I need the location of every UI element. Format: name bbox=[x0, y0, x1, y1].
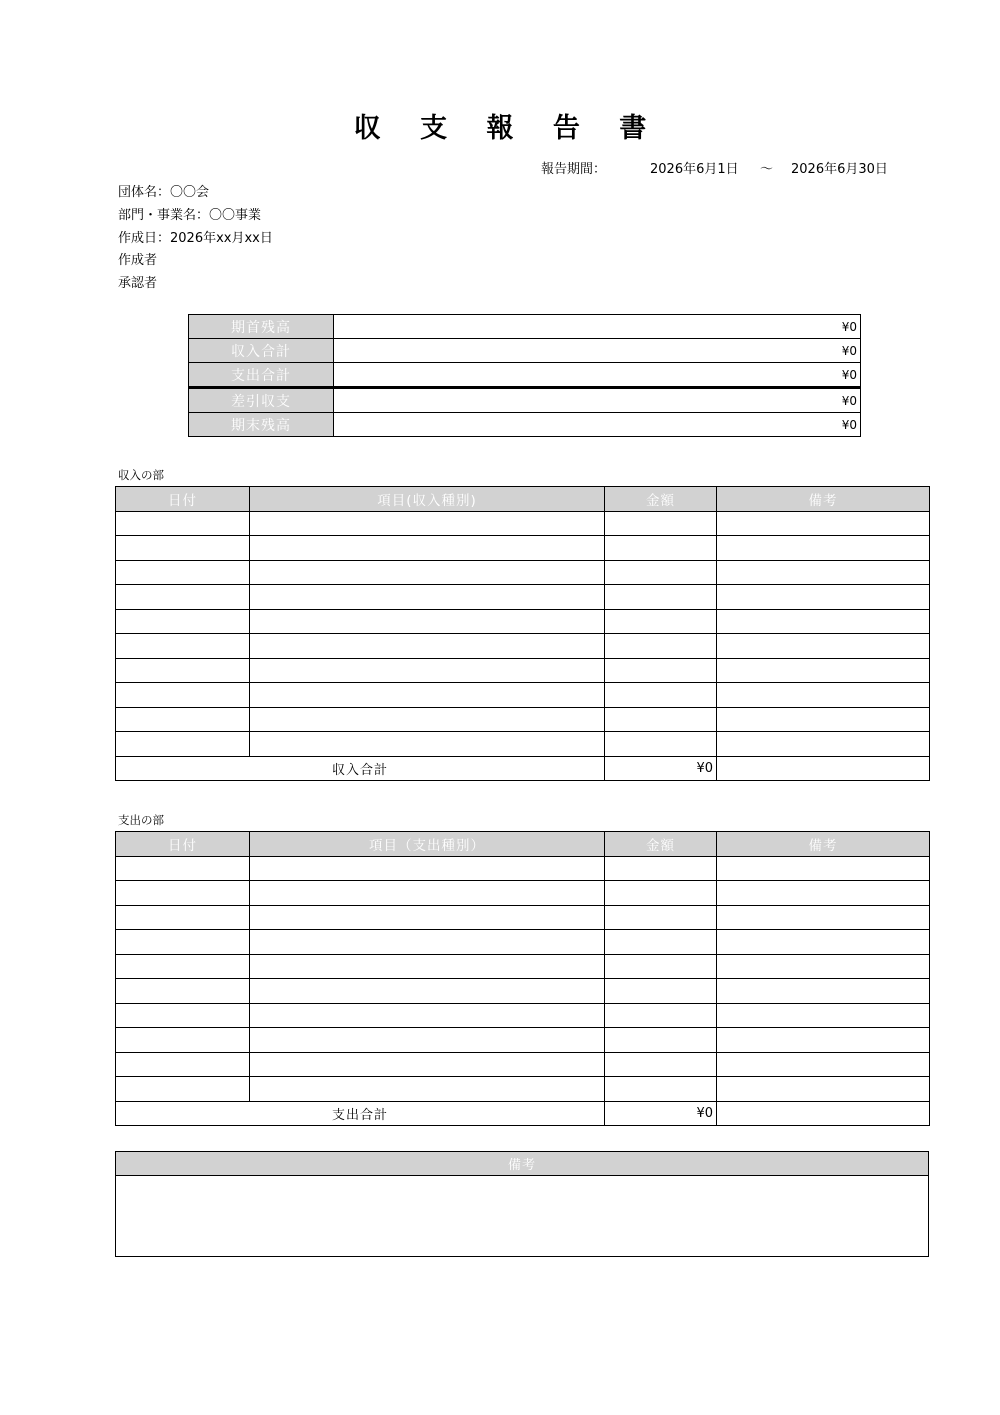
income-cell-amount[interactable] bbox=[605, 658, 717, 683]
expense-cell-amount[interactable] bbox=[605, 979, 717, 1004]
expense-header-notes: 備考 bbox=[717, 832, 930, 857]
expense-cell-item[interactable] bbox=[250, 1003, 605, 1028]
income-cell-notes[interactable] bbox=[717, 683, 930, 708]
income-total-label: 収入合計 bbox=[116, 756, 605, 781]
expense-cell-item[interactable] bbox=[250, 930, 605, 955]
expense-cell-item[interactable] bbox=[250, 905, 605, 930]
expense-cell-notes[interactable] bbox=[717, 1003, 930, 1028]
income-cell-amount[interactable] bbox=[605, 609, 717, 634]
expense-table-row bbox=[116, 979, 930, 1004]
expense-table-row bbox=[116, 1003, 930, 1028]
income-cell-item[interactable] bbox=[250, 560, 605, 585]
created-date: 作成日：2026年xx月xx日 bbox=[118, 231, 273, 246]
income-cell-notes[interactable] bbox=[717, 658, 930, 683]
expense-section-label: 支出の部 bbox=[118, 813, 164, 827]
income-cell-amount[interactable] bbox=[605, 732, 717, 757]
expense-cell-amount[interactable] bbox=[605, 930, 717, 955]
income-table-row bbox=[116, 560, 930, 585]
period-separator: 〜 bbox=[760, 162, 774, 177]
income-cell-amount[interactable] bbox=[605, 511, 717, 536]
expense-cell-amount[interactable] bbox=[605, 1003, 717, 1028]
period-start: 2026年6月1日 bbox=[650, 162, 739, 177]
expense-cell-date[interactable] bbox=[116, 1052, 250, 1077]
summary-value[interactable]: ¥0 bbox=[334, 339, 861, 363]
income-table-row bbox=[116, 707, 930, 732]
expense-table bbox=[115, 831, 930, 1126]
income-cell-notes[interactable] bbox=[717, 560, 930, 585]
income-table-row bbox=[116, 511, 930, 536]
income-cell-date[interactable] bbox=[116, 658, 250, 683]
income-cell-item[interactable] bbox=[250, 732, 605, 757]
department-name: 部門・事業名：〇〇事業 bbox=[118, 208, 262, 223]
notes-header: 備考 bbox=[116, 1152, 929, 1176]
income-cell-date[interactable] bbox=[116, 683, 250, 708]
income-cell-amount[interactable] bbox=[605, 683, 717, 708]
summary-table bbox=[188, 314, 861, 437]
expense-cell-date[interactable] bbox=[116, 881, 250, 906]
expense-cell-date[interactable] bbox=[116, 1003, 250, 1028]
expense-cell-item[interactable] bbox=[250, 1052, 605, 1077]
income-cell-item[interactable] bbox=[250, 609, 605, 634]
income-total-notes[interactable] bbox=[717, 756, 930, 781]
expense-cell-date[interactable] bbox=[116, 954, 250, 979]
page-title: 収 支 報 告 書 bbox=[353, 113, 662, 144]
notes-table bbox=[115, 1151, 929, 1257]
notes-area[interactable] bbox=[116, 1176, 929, 1257]
income-cell-item[interactable] bbox=[250, 511, 605, 536]
expense-cell-item[interactable] bbox=[250, 1077, 605, 1102]
expense-cell-notes[interactable] bbox=[717, 979, 930, 1004]
income-cell-date[interactable] bbox=[116, 732, 250, 757]
expense-total-row bbox=[116, 1101, 930, 1126]
income-cell-item[interactable] bbox=[250, 707, 605, 732]
summary-value[interactable]: ¥0 bbox=[334, 363, 861, 388]
expense-cell-item[interactable] bbox=[250, 1028, 605, 1053]
income-header-amount: 金額 bbox=[605, 487, 717, 512]
expense-cell-notes[interactable] bbox=[717, 954, 930, 979]
summary-label: 収入合計 bbox=[189, 339, 334, 363]
expense-cell-amount[interactable] bbox=[605, 1052, 717, 1077]
income-table-row bbox=[116, 683, 930, 708]
expense-table-row bbox=[116, 1052, 930, 1077]
expense-header-date: 日付 bbox=[116, 832, 250, 857]
expense-cell-date[interactable] bbox=[116, 979, 250, 1004]
summary-value[interactable]: ¥0 bbox=[334, 388, 861, 413]
income-cell-notes[interactable] bbox=[717, 732, 930, 757]
expense-cell-amount[interactable] bbox=[605, 1077, 717, 1102]
income-cell-date[interactable] bbox=[116, 609, 250, 634]
period-end: 2026年6月30日 bbox=[791, 162, 888, 177]
income-header-row bbox=[116, 487, 930, 512]
income-cell-amount[interactable] bbox=[605, 634, 717, 659]
expense-header-item: 項目（支出種別） bbox=[250, 832, 605, 857]
summary-value[interactable]: ¥0 bbox=[334, 413, 861, 437]
expense-cell-amount[interactable] bbox=[605, 856, 717, 881]
expense-header-row bbox=[116, 832, 930, 857]
approver-label: 承認者 bbox=[118, 276, 158, 291]
expense-total-label: 支出合計 bbox=[116, 1101, 605, 1126]
summary-label: 期首残高 bbox=[189, 315, 334, 339]
expense-cell-notes[interactable] bbox=[717, 1052, 930, 1077]
summary-label: 期末残高 bbox=[189, 413, 334, 437]
summary-row bbox=[189, 363, 861, 388]
expense-cell-notes[interactable] bbox=[717, 1077, 930, 1102]
author-label: 作成者 bbox=[118, 253, 158, 268]
income-table-row bbox=[116, 609, 930, 634]
expense-cell-item[interactable] bbox=[250, 979, 605, 1004]
income-table bbox=[115, 486, 930, 781]
expense-total-value[interactable]: ¥0 bbox=[605, 1101, 717, 1126]
income-cell-item[interactable] bbox=[250, 683, 605, 708]
income-table-row bbox=[116, 732, 930, 757]
expense-table-row bbox=[116, 1077, 930, 1102]
income-header-notes: 備考 bbox=[717, 487, 930, 512]
summary-value[interactable]: ¥0 bbox=[334, 315, 861, 339]
income-table-row bbox=[116, 536, 930, 561]
income-cell-item[interactable] bbox=[250, 585, 605, 610]
income-cell-notes[interactable] bbox=[717, 585, 930, 610]
income-cell-amount[interactable] bbox=[605, 707, 717, 732]
income-cell-notes[interactable] bbox=[717, 511, 930, 536]
expense-cell-notes[interactable] bbox=[717, 905, 930, 930]
income-cell-date[interactable] bbox=[116, 536, 250, 561]
expense-table-row bbox=[116, 856, 930, 881]
income-cell-item[interactable] bbox=[250, 658, 605, 683]
income-table-row bbox=[116, 585, 930, 610]
summary-row bbox=[189, 388, 861, 413]
expense-table-row bbox=[116, 1028, 930, 1053]
income-cell-date[interactable] bbox=[116, 634, 250, 659]
expense-cell-amount[interactable] bbox=[605, 881, 717, 906]
expense-table-row bbox=[116, 930, 930, 955]
income-cell-item[interactable] bbox=[250, 536, 605, 561]
income-cell-notes[interactable] bbox=[717, 707, 930, 732]
expense-cell-item[interactable] bbox=[250, 954, 605, 979]
income-table-row bbox=[116, 634, 930, 659]
income-cell-date[interactable] bbox=[116, 560, 250, 585]
period-label: 報告期間： bbox=[541, 162, 607, 177]
expense-cell-notes[interactable] bbox=[717, 856, 930, 881]
expense-cell-item[interactable] bbox=[250, 881, 605, 906]
income-cell-amount[interactable] bbox=[605, 560, 717, 585]
expense-cell-date[interactable] bbox=[116, 905, 250, 930]
income-header-item: 項目(収入種別) bbox=[250, 487, 605, 512]
summary-row bbox=[189, 315, 861, 339]
expense-cell-item[interactable] bbox=[250, 856, 605, 881]
income-cell-notes[interactable] bbox=[717, 536, 930, 561]
expense-cell-notes[interactable] bbox=[717, 930, 930, 955]
income-cell-item[interactable] bbox=[250, 634, 605, 659]
expense-table-row bbox=[116, 881, 930, 906]
income-cell-notes[interactable] bbox=[717, 609, 930, 634]
expense-cell-date[interactable] bbox=[116, 1028, 250, 1053]
group-name: 団体名：〇〇会 bbox=[118, 185, 210, 200]
expense-cell-notes[interactable] bbox=[717, 881, 930, 906]
summary-row bbox=[189, 339, 861, 363]
expense-total-notes[interactable] bbox=[717, 1101, 930, 1126]
expense-cell-notes[interactable] bbox=[717, 1028, 930, 1053]
expense-table-row bbox=[116, 905, 930, 930]
income-cell-date[interactable] bbox=[116, 707, 250, 732]
expense-cell-amount[interactable] bbox=[605, 954, 717, 979]
income-cell-date[interactable] bbox=[116, 511, 250, 536]
income-table-row bbox=[116, 658, 930, 683]
expense-cell-amount[interactable] bbox=[605, 905, 717, 930]
expense-cell-amount[interactable] bbox=[605, 1028, 717, 1053]
expense-table-row bbox=[116, 954, 930, 979]
summary-row bbox=[189, 413, 861, 437]
expense-header-amount: 金額 bbox=[605, 832, 717, 857]
income-section-label: 収入の部 bbox=[118, 468, 164, 482]
income-total-row bbox=[116, 756, 930, 781]
expense-cell-date[interactable] bbox=[116, 856, 250, 881]
expense-cell-date[interactable] bbox=[116, 1077, 250, 1102]
income-total-value[interactable]: ¥0 bbox=[605, 756, 717, 781]
income-header-date: 日付 bbox=[116, 487, 250, 512]
summary-label: 差引収支 bbox=[189, 388, 334, 413]
income-cell-amount[interactable] bbox=[605, 585, 717, 610]
income-cell-amount[interactable] bbox=[605, 536, 717, 561]
summary-label: 支出合計 bbox=[189, 363, 334, 388]
income-cell-date[interactable] bbox=[116, 585, 250, 610]
income-cell-notes[interactable] bbox=[717, 634, 930, 659]
expense-cell-date[interactable] bbox=[116, 930, 250, 955]
